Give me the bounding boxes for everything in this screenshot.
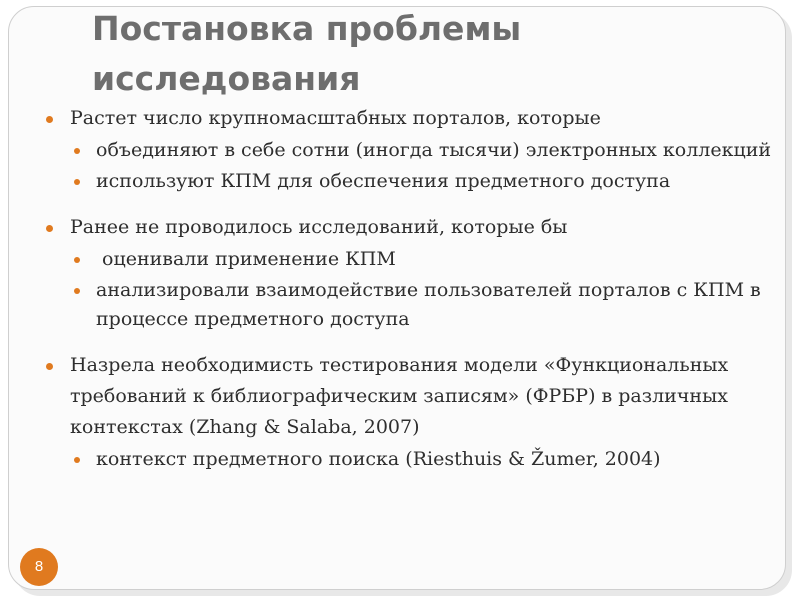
slide-number-badge bbox=[20, 548, 58, 586]
slide-title-line-1: Постановка проблемы bbox=[92, 9, 522, 48]
sub-bullet-dot-icon bbox=[74, 148, 80, 154]
bullet-text: Растет число крупномасштабных порталов, которые bbox=[70, 107, 601, 129]
sub-bullet-text: оценивали применение КПМ bbox=[96, 248, 396, 270]
bullet-list bbox=[44, 103, 774, 490]
bullet-dot-icon bbox=[46, 116, 53, 123]
sub-bullet-item bbox=[44, 445, 774, 474]
slide-number: 8 bbox=[34, 558, 44, 575]
sub-bullet-text: используют КПМ для обеспечения предметного доступа bbox=[96, 170, 671, 192]
bullet-text: Ранее не проводилось исследований, которые бы bbox=[70, 216, 568, 238]
bullet-item bbox=[44, 212, 774, 243]
sub-bullet-text: анализировали взаимодействие пользователей порталов с КПМ в процессе предметного доступа bbox=[96, 279, 761, 330]
sub-bullet-dot-icon bbox=[74, 288, 80, 294]
sub-bullet-dot-icon bbox=[74, 179, 80, 185]
sub-bullet-dot-icon bbox=[74, 457, 80, 463]
slide-title bbox=[92, 4, 732, 104]
bullet-group-1 bbox=[44, 103, 774, 196]
bullet-text: Назрела необходимисть тестирования модели «Функциональных требований к библиографическим записям» (ФРБР) в различных контекстах (Zhang & Salaba, 2007) bbox=[70, 354, 729, 438]
bullet-dot-icon bbox=[46, 225, 53, 232]
bullet-group-3 bbox=[44, 350, 774, 474]
sub-bullet-text: контекст предметного поиска (Riesthuis & Žumer, 2004) bbox=[96, 448, 661, 470]
sub-bullet-item bbox=[44, 167, 774, 196]
slide-title-line-2: исследования bbox=[92, 59, 361, 98]
sub-bullet-text: объединяют в себе сотни (иногда тысячи) электронных коллекций bbox=[96, 139, 772, 161]
bullet-group-2 bbox=[44, 212, 774, 334]
sub-bullet-item bbox=[44, 136, 774, 165]
sub-bullet-item bbox=[44, 276, 774, 334]
bullet-item bbox=[44, 103, 774, 134]
bullet-dot-icon bbox=[46, 363, 53, 370]
sub-bullet-dot-icon bbox=[74, 257, 80, 263]
bullet-item bbox=[44, 350, 774, 443]
sub-bullet-item bbox=[44, 245, 774, 274]
